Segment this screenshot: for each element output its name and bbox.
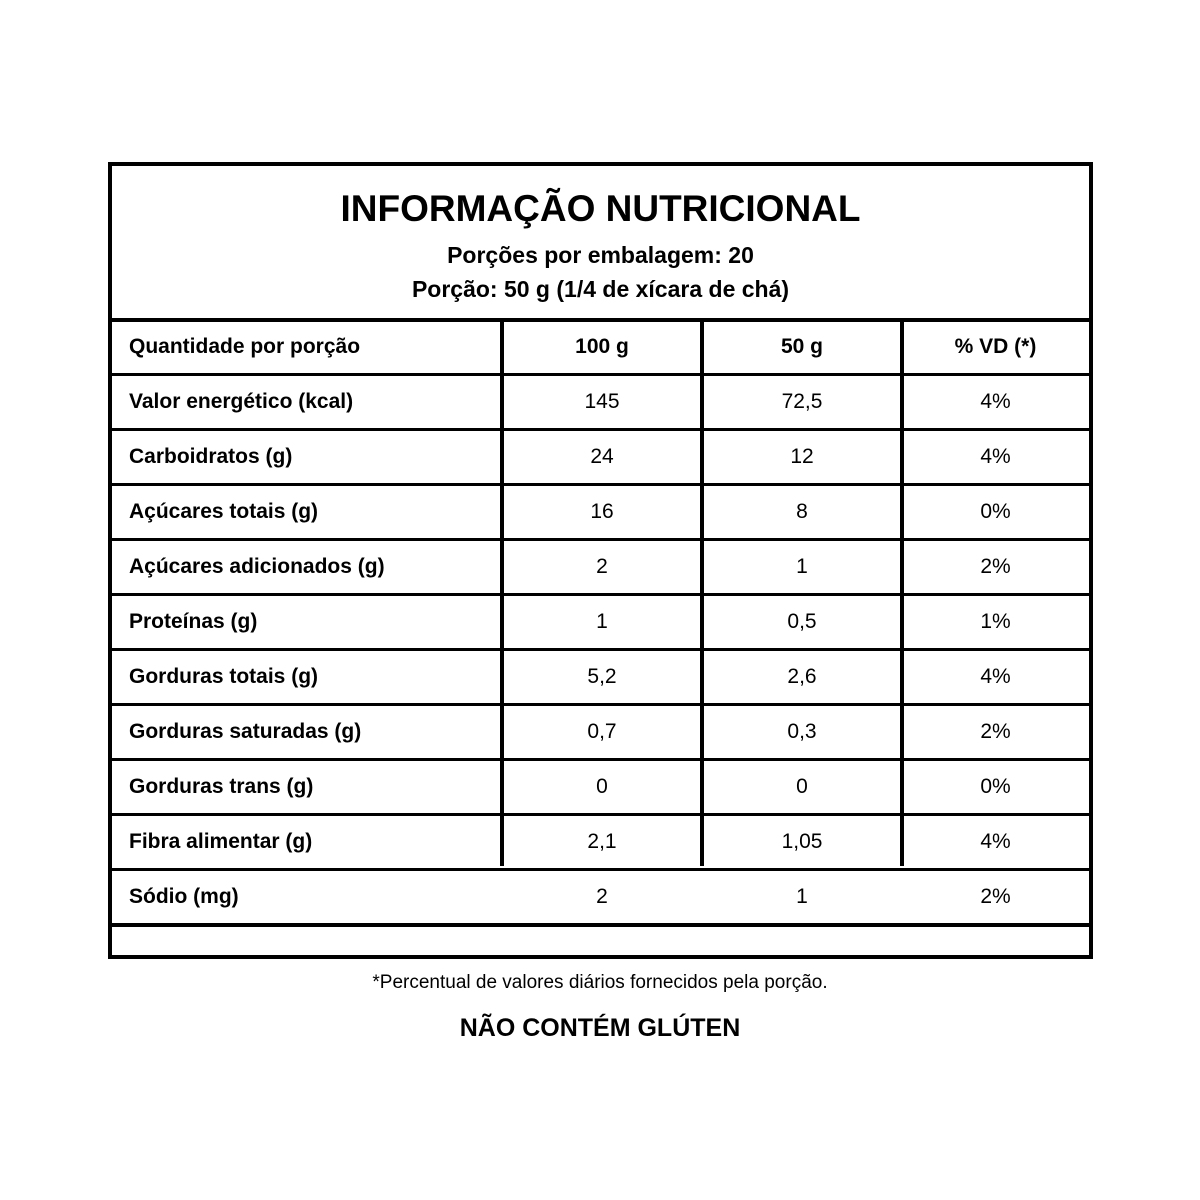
value-dv: 4% (980, 830, 1011, 853)
value-dv: 2% (980, 555, 1011, 578)
table-row (112, 816, 1089, 871)
value-100g: 145 (584, 390, 620, 413)
table-header-row (112, 321, 1089, 376)
table-row (112, 761, 1089, 816)
table-row (112, 541, 1089, 596)
column-divider (900, 321, 904, 866)
value-portion: 72,5 (781, 390, 823, 413)
nutrient-name: Gorduras trans (g) (129, 775, 314, 798)
value-100g: 2,1 (587, 830, 617, 853)
value-100g: 1 (596, 610, 608, 633)
value-100g: 16 (590, 500, 614, 523)
nutrient-name: Carboidratos (g) (129, 445, 293, 468)
nutrient-name: Açúcares totais (g) (129, 500, 319, 523)
nutrient-name: Proteínas (g) (129, 610, 258, 633)
table-row (112, 706, 1089, 761)
column-header-100g: 100 g (575, 335, 629, 358)
value-dv: 0% (980, 500, 1011, 523)
value-portion: 0,5 (787, 610, 817, 633)
value-100g: 24 (590, 445, 614, 468)
value-dv: 4% (980, 445, 1011, 468)
nutrition-facts-panel (108, 162, 1093, 959)
table-row (112, 651, 1089, 706)
nutrition-header (112, 166, 1089, 322)
column-header-dv: % VD (*) (954, 335, 1037, 358)
gluten-notice: NÃO CONTÉM GLÚTEN (459, 1014, 741, 1042)
value-portion: 1 (796, 885, 808, 908)
value-100g: 0,7 (587, 720, 617, 743)
value-portion: 12 (790, 445, 814, 468)
table-row (112, 871, 1089, 927)
nutrient-name: Açúcares adicionados (g) (129, 555, 385, 578)
value-dv: 4% (980, 665, 1011, 688)
value-dv: 1% (980, 610, 1011, 633)
value-portion: 2,6 (787, 665, 817, 688)
nutrient-name: Gorduras saturadas (g) (129, 720, 362, 743)
table-row (112, 376, 1089, 431)
value-portion: 0,3 (787, 720, 817, 743)
value-100g: 0 (596, 775, 608, 798)
value-portion: 0 (796, 775, 808, 798)
value-dv: 4% (980, 390, 1011, 413)
value-portion: 1,05 (781, 830, 823, 853)
table-row (112, 596, 1089, 651)
table-row (112, 486, 1089, 541)
nutrient-name: Gorduras totais (g) (129, 665, 319, 688)
nutrient-name: Valor energético (kcal) (129, 390, 354, 413)
footnote: *Percentual de valores diários fornecidos pela porção. (372, 972, 828, 993)
nutrition-title: INFORMAÇÃO NUTRICIONAL (340, 188, 861, 229)
value-dv: 2% (980, 720, 1011, 743)
value-100g: 2 (596, 885, 608, 908)
column-divider (500, 321, 504, 866)
servings-per-package: Porções por embalagem: 20 (447, 242, 754, 268)
nutrient-name: Fibra alimentar (g) (129, 830, 313, 853)
value-dv: 0% (980, 775, 1011, 798)
column-header-nutrient: Quantidade por porção (129, 335, 361, 358)
table-row (112, 431, 1089, 486)
value-portion: 1 (796, 555, 808, 578)
value-100g: 5,2 (587, 665, 617, 688)
serving-size: Porção: 50 g (1/4 de xícara de chá) (411, 276, 790, 302)
value-portion: 8 (796, 500, 808, 523)
value-100g: 2 (596, 555, 608, 578)
nutrient-name: Sódio (mg) (129, 885, 239, 908)
value-dv: 2% (980, 885, 1011, 908)
column-divider (700, 321, 704, 866)
column-header-portion: 50 g (780, 335, 824, 358)
